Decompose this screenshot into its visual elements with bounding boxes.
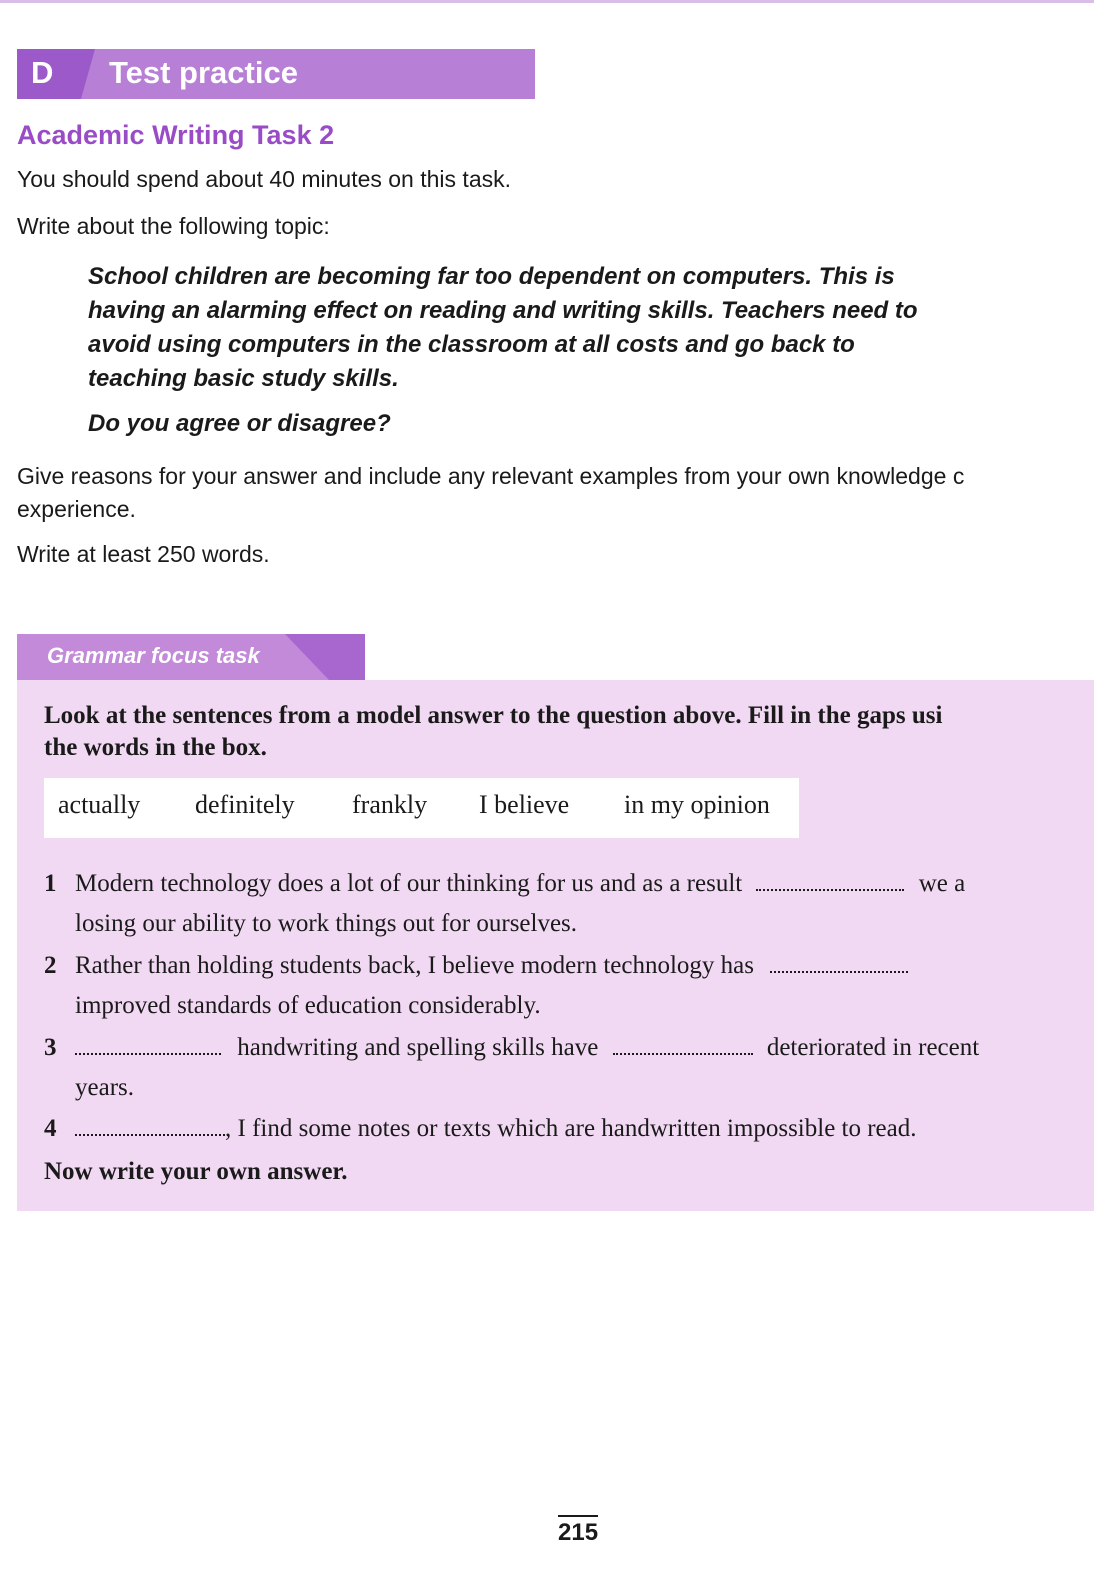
item-text: Rather than holding students back, I believe modern technology has <box>75 952 754 979</box>
instruction-line: the words in the box. <box>44 734 267 761</box>
reasons-instruction <box>17 460 1094 526</box>
closing-instruction: Now write your own answer. <box>44 1158 348 1185</box>
topic-line: having an alarming effect on reading and writing skills. Teachers need to <box>88 297 918 324</box>
item-number: 1 <box>44 870 57 897</box>
answer-gap[interactable] <box>613 1031 753 1055</box>
section-letter-block <box>17 49 95 99</box>
word-box-item: frankly <box>352 790 428 819</box>
item-text: Modern technology does a lot of our thinking for us and as a result <box>75 870 743 897</box>
item-line <box>75 864 965 904</box>
instruction-line: Look at the sentences from a model answer to the question above. Fill in the gaps usi <box>44 702 943 729</box>
word-box-item: actually <box>58 790 141 819</box>
item-text: handwriting and spelling skills have <box>237 1034 599 1061</box>
page-number: 215 <box>558 1515 598 1547</box>
answer-gap[interactable] <box>756 867 904 891</box>
word-box-item: definitely <box>195 790 295 819</box>
item-line <box>75 1028 979 1068</box>
word-count-instruction: Write at least 250 words. <box>17 541 270 567</box>
exercise-item <box>44 1028 1094 1112</box>
item-text: deteriorated in recent <box>766 1034 980 1061</box>
topic-line: avoid using computers in the classroom at all costs and go back to <box>88 331 855 358</box>
topic-statement <box>88 260 1048 396</box>
topic-line: teaching basic study skills. <box>88 365 399 392</box>
exercise-item <box>44 946 1094 1030</box>
section-banner <box>17 49 535 99</box>
item-text: losing our ability to work things out for ourselves. <box>75 910 578 937</box>
exercise-item <box>44 864 1094 948</box>
item-text: , I find some notes or texts which are handwritten impossible to read. <box>225 1115 917 1142</box>
answer-gap[interactable] <box>75 1112 225 1136</box>
item-text: years. <box>75 1074 134 1101</box>
time-instruction: You should spend about 40 minutes on this task. <box>17 166 511 192</box>
topic-intro: Write about the following topic: <box>17 213 330 239</box>
answer-gap[interactable] <box>770 949 908 973</box>
item-line <box>75 946 908 986</box>
item-number: 4 <box>44 1115 57 1142</box>
topic-question: Do you agree or disagree? <box>88 410 391 437</box>
answer-gap[interactable] <box>75 1031 221 1055</box>
word-box <box>44 778 799 838</box>
topic-line: School children are becoming far too dependent on computers. This is <box>88 263 895 290</box>
task-heading: Academic Writing Task 2 <box>17 120 335 150</box>
item-number: 3 <box>44 1034 57 1061</box>
item-text: we a <box>918 870 966 897</box>
top-rule <box>0 0 1094 3</box>
section-letter: D <box>31 55 54 90</box>
exercise-item <box>44 1109 1094 1151</box>
grammar-tab <box>17 634 365 680</box>
word-box-item: in my opinion <box>624 790 770 819</box>
reasons-line: Give reasons for your answer and include any relevant examples from your own knowledge c <box>17 463 965 489</box>
item-line <box>75 1109 917 1149</box>
word-box-item: I believe <box>479 790 570 819</box>
grammar-tab-label: Grammar focus task <box>47 643 260 668</box>
section-title: Test practice <box>109 55 298 90</box>
item-text: improved standards of education considerably. <box>75 992 541 1019</box>
item-number: 2 <box>44 952 57 979</box>
grammar-tab-accent <box>285 634 365 680</box>
reasons-line: experience. <box>17 496 136 522</box>
grammar-instruction <box>44 700 1094 764</box>
